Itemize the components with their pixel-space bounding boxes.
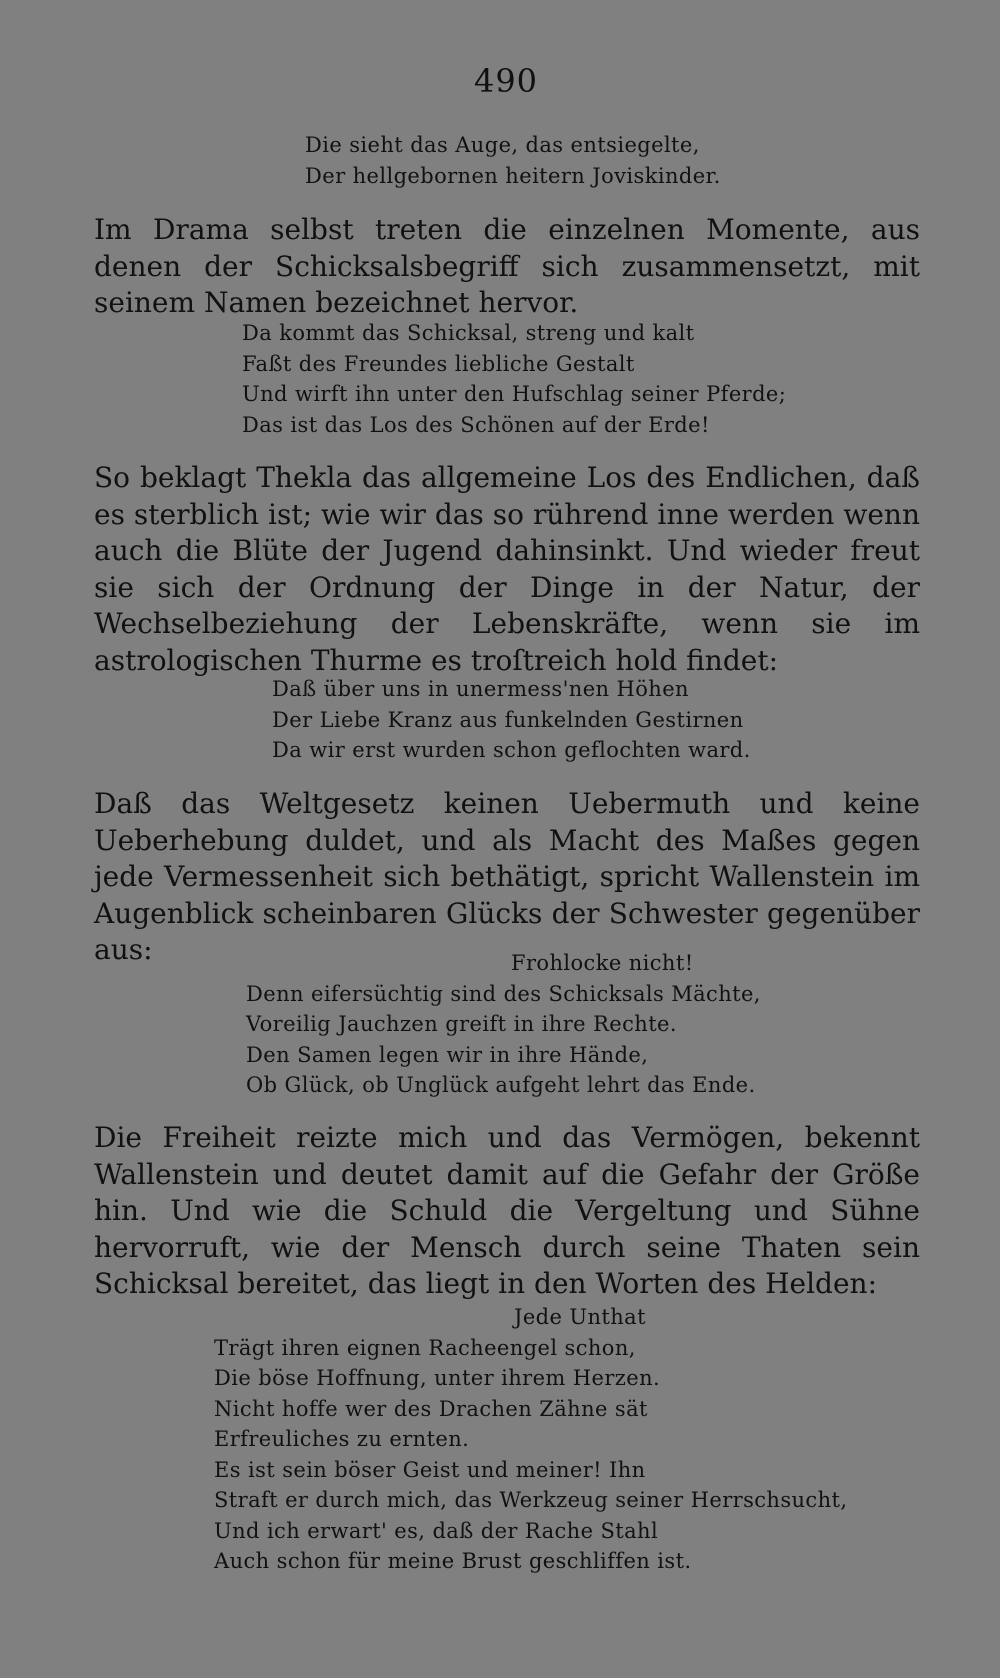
- verse-line: Frohlocke nicht!: [511, 951, 694, 975]
- verse-line: Da wir erst wurden schon geflochten ward.: [272, 738, 751, 762]
- verse-line: Da kommt das Schicksal, streng und kalt: [242, 321, 695, 345]
- verse-block-sterne: [272, 674, 751, 766]
- verse-line: Die böse Hoffnung, unter ihrem Herzen.: [214, 1366, 661, 1390]
- verse-line: Ob Glück, ob Unglück aufgeht lehrt das Ende.: [246, 1073, 756, 1097]
- verse-line: Es ist sein böser Geist und meiner! Ihn: [214, 1457, 646, 1482]
- verse-block-frohlocke: [246, 948, 761, 1101]
- verse-line: Voreilig Jauchzen greift in ihre Rechte.: [246, 1012, 677, 1036]
- verse-line: Auch schon für meine Brust geschliffen ist.: [214, 1549, 692, 1573]
- page-number: 490: [473, 62, 539, 100]
- verse-line: Und wirft ihn unter den Hufschlag seiner Pferde;: [242, 382, 787, 406]
- paragraph-freiheit: Die Freiheit reizte mich und das Vermögen, bekennt Wallenstein und deutet damit auf die Gefahr der Größe hin. Und wie die Schuld die Vergeltung und Sühne hervorruft, wie der Mensch durch seine Thaten sein Schicksal bereitet, das liegt in den Worten des Helden:: [94, 1121, 920, 1300]
- paragraph-drama: Im Drama selbst treten die einzelnen Momente, aus denen der Schicksalsbegriff sich zusammensetzt, mit seinem Namen bezeichnet hervor.: [94, 213, 920, 319]
- verse-line: Und ich erwart' es, daß der Rache Stahl: [214, 1518, 659, 1543]
- verse-line: Jede Unthat: [514, 1305, 646, 1329]
- verse-line: Die sieht das Auge, das entsiegelte,: [305, 133, 700, 157]
- verse-line: Straft er durch mich, das Werkzeug seiner Herrschsucht,: [214, 1488, 848, 1512]
- verse-line: Trägt ihren eignen Racheengel schon,: [214, 1335, 636, 1360]
- verse-block-schicksal: [242, 318, 786, 440]
- verse-line: Der hellgebornen heitern Joviskinder.: [305, 163, 721, 188]
- verse-line: Der Liebe Kranz aus funkelnden Gestirnen: [272, 707, 744, 732]
- verse-line: Daß über uns in unermess'nen Höhen: [272, 677, 689, 701]
- verse-block-joviskinder: [305, 130, 721, 191]
- verse-line: Den Samen legen wir in ihre Hände,: [246, 1042, 649, 1067]
- paragraph-thekla: So beklagt Thekla das allgemeine Los des Endlichen, daß es sterblich ist; wie wir das so rührend inne werden wenn auch die Blüte der Jugend dahinsinkt. Und wieder freut sie sich der Ordnung der Dinge in der Natur, der Wechselbeziehung der Lebenskräfte, wenn sie im astrologischen Thurme es troſtreich hold findet:: [94, 461, 920, 677]
- verse-line: Das ist das Los des Schönen auf der Erde!: [242, 412, 710, 437]
- verse-line: Erfreuliches zu ernten.: [214, 1427, 470, 1451]
- verse-line: Nicht hoffe wer des Drachen Zähne sät: [214, 1396, 648, 1421]
- verse-line: Faßt des Freundes liebliche Gestalt: [242, 351, 635, 376]
- verse-block-unthat: [214, 1302, 847, 1577]
- verse-line: Denn eifersüchtig sind des Schicksals Mächte,: [246, 981, 761, 1006]
- paragraph-weltgesetz: Daß das Weltgesetz keinen Uebermuth und keine Ueberhebung duldet, und als Macht des Maßes gegen jede Vermessenheit sich bethätigt, spricht Wallenstein im Augenblick scheinbaren Glücks der Schwester gegenüber aus:: [94, 787, 920, 966]
